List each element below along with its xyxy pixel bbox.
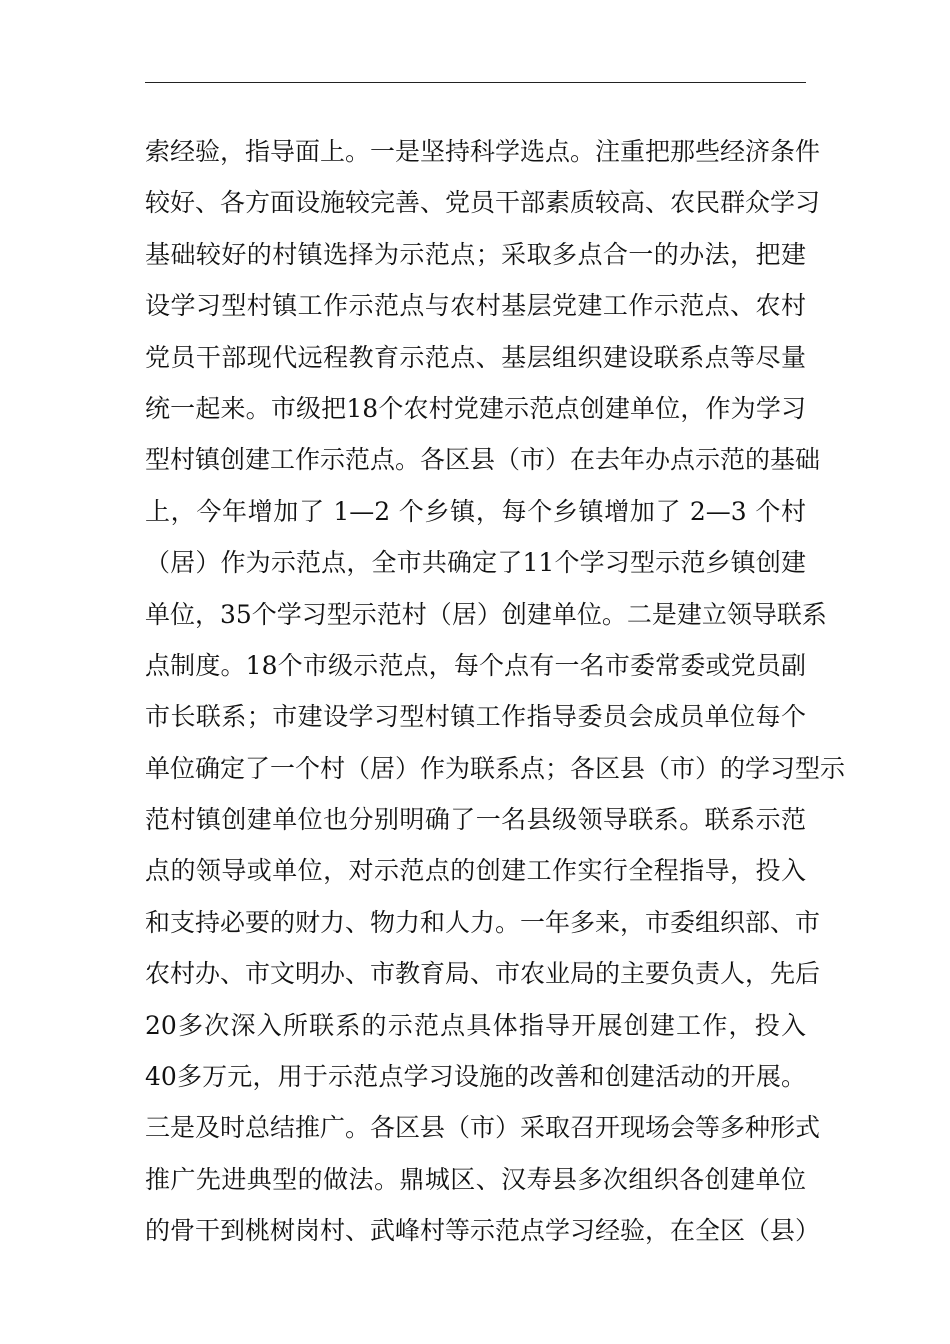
header-rule [145, 82, 806, 83]
text-line: 和支持必要的财力、物力和人力。一年多来，市委组织部、市 [145, 907, 821, 937]
text-line: 点的领导或单位，对示范点的创建工作实行全程指导，投入 [145, 856, 806, 886]
text-line: 基础较好的村镇选择为示范点；采取多点合一的办法，把建 [145, 239, 806, 269]
text-line: 索经验，指导面上。一是坚持科学选点。注重把那些经济条件 [145, 137, 821, 166]
text-line: 党员干部现代远程教育示范点、基层组织建设联系点等尽量 [145, 342, 806, 372]
text-line: 较好、各方面设施较完善、党员干部素质较高、农民群众学习 [145, 188, 821, 218]
text-line: 的骨干到桃树岗村、武峰村等示范点学习经验，在全区（县） [145, 1216, 821, 1246]
text-line: 20多次深入所联系的示范点具体指导开展创建工作，投入 [145, 1010, 806, 1040]
text-line: 点制度。18个市级示范点，每个点有一名市委常委或党员副 [145, 650, 806, 680]
text-line: 单位，35个学习型示范村（居）创建单位。二是建立领导联系 [145, 599, 827, 629]
text-line: 型村镇创建工作示范点。各区县（市）在去年办点示范的基础 [145, 445, 821, 475]
text-line: 三是及时总结推广。各区县（市）采取召开现场会等多种形式 [145, 1113, 821, 1143]
text-line: 市长联系；市建设学习型村镇工作指导委员会成员单位每个 [145, 702, 806, 732]
text-line: 上，今年增加了 1—2 个乡镇，每个乡镇增加了 2—3 个村 [145, 496, 806, 526]
text-line: 40多万元，用于示范点学习设施的改善和创建活动的开展。 [145, 1062, 806, 1092]
document-body [145, 126, 846, 1257]
text-line: 单位确定了一个村（居）作为联系点；各区县（市）的学习型示 [145, 753, 846, 783]
text-line: 设学习型村镇工作示范点与农村基层党建工作示范点、农村 [145, 291, 806, 321]
text-line: （居）作为示范点，全市共确定了11个学习型示范乡镇创建 [145, 548, 806, 578]
text-line: 推广先进典型的做法。鼎城区、汉寿县多次组织各创建单位 [145, 1164, 806, 1194]
text-line: 农村办、市文明办、市教育局、市农业局的主要负责人，先后 [145, 959, 821, 989]
text-line: 范村镇创建单位也分别明确了一名县级领导联系。联系示范 [145, 805, 806, 835]
text-line: 统一起来。市级把18个农村党建示范点创建单位，作为学习 [145, 393, 806, 423]
